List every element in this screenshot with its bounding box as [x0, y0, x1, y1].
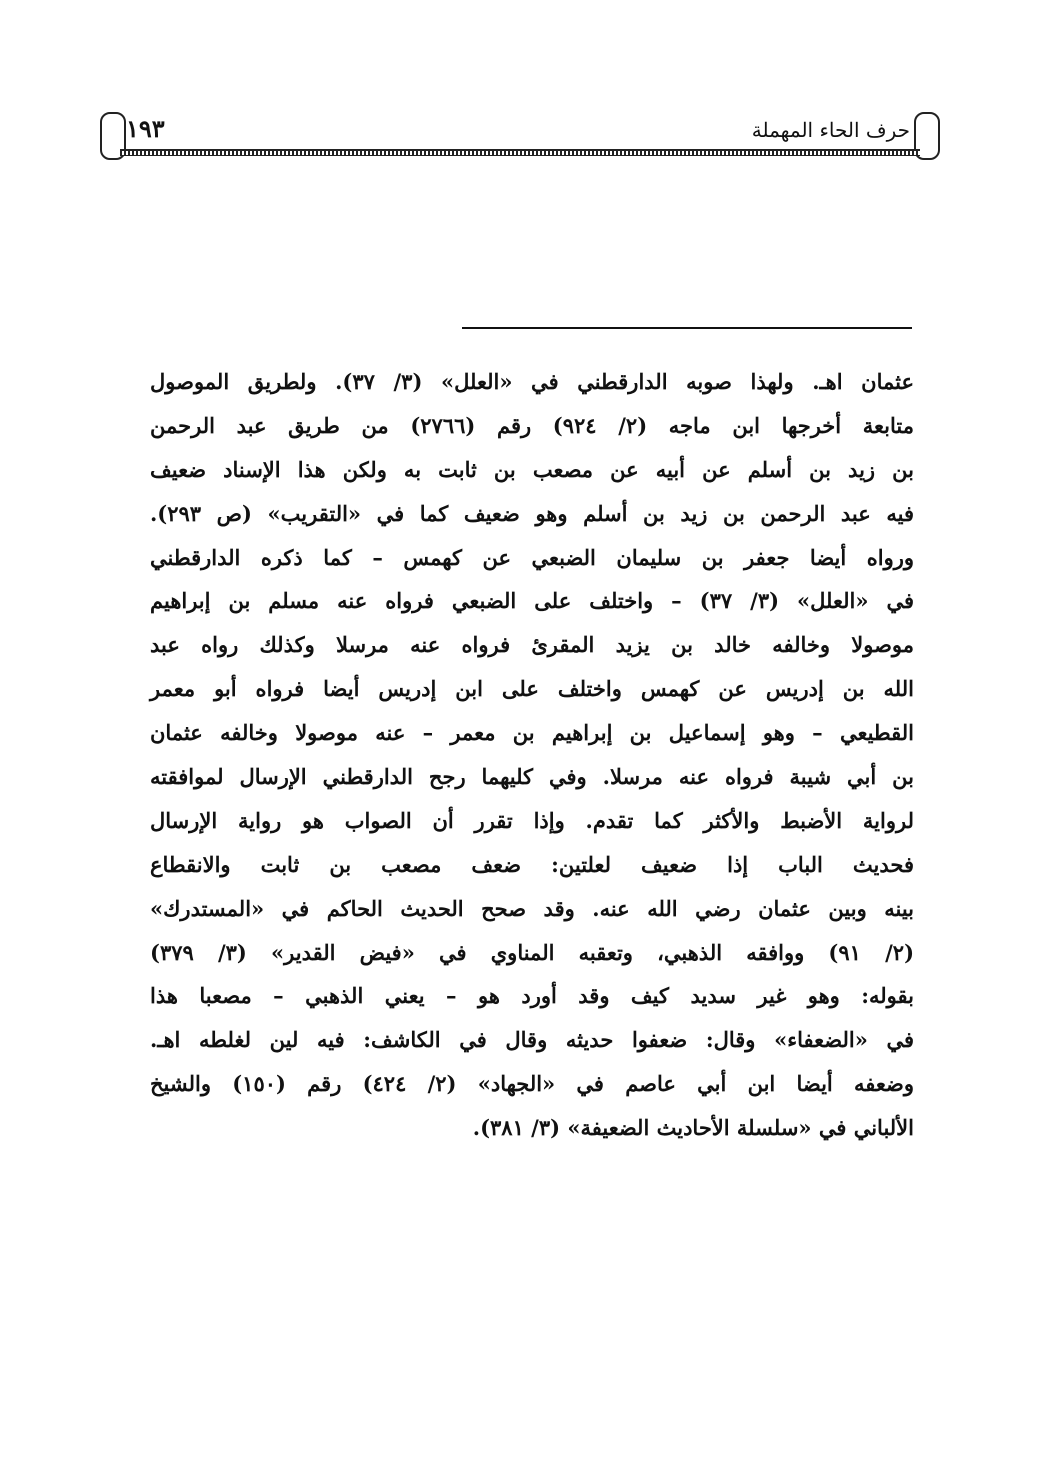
- text-line: فحديث الباب إذا ضعيف لعلتين: ضعف مصعب بن ثابت والانقطاع: [150, 851, 914, 877]
- text-line: عثمان اهـ. ولهذا صوبه الدارقطني في «العلل» (٣/ ٣٧). ولطريق الموصول: [150, 369, 914, 394]
- text-line: لرواية الأضبط والأكثر كما تقدم. وإذا تقرر أن الصواب هو رواية الإرسال: [150, 807, 914, 833]
- text-line: القطيعي – وهو إسماعيل بن إبراهيم بن معمر – عنه موصولا وخالفه عثمان: [150, 720, 914, 746]
- page-number: ١٩٣: [126, 114, 165, 143]
- text-line: الألباني في «سلسلة الأحاديث الضعيفة» (٣/ ٣٨١).: [472, 1115, 914, 1141]
- header-rule: [120, 149, 920, 156]
- chapter-title: حرف الحاء المهملة: [751, 118, 910, 142]
- text-line: متابعة أخرجها ابن ماجه (٢/ ٩٢٤) رقم (٢٧٦٦) من طريق عبد الرحمن: [150, 412, 914, 438]
- text-line: بقوله: وهو غير سديد كيف وقد أورد هو – يعني الذهبي – مصعبا هذا: [150, 983, 914, 1009]
- text-line: بينه وبين عثمان رضي الله عنه. وقد صحح الحديث الحاكم في «المستدرك»: [150, 895, 914, 921]
- text-line: الله بن إدريس عن كهمس واختلف على ابن إدريس أيضا فرواه أبو معمر: [150, 676, 914, 702]
- text-line: ورواه أيضا جعفر بن سليمان الضبعي عن كهمس – كما ذكره الدارقطني: [150, 544, 914, 570]
- page-header: [100, 112, 940, 158]
- text-line: بن زيد بن أسلم عن أبيه عن مصعب بن ثابت به ولكن هذا الإسناد ضعيف: [150, 456, 914, 482]
- footnote-text: [150, 360, 914, 1150]
- text-line: في «الضعفاء» وقال: ضعفوا حديثه وقال في الكاشف: فيه لين لغلطه اهـ.: [150, 1027, 914, 1053]
- text-line: في «العلل» (٣/ ٣٧) – واختلف على الضبعي فرواه عنه مسلم بن إبراهيم: [150, 588, 914, 614]
- text-line: فيه عبد الرحمن بن زيد بن أسلم وهو ضعيف كما في «التقريب» (ص ٢٩٣).: [150, 500, 914, 526]
- text-line: وضعفه أيضا ابن أبي عاصم في «الجهاد» (٢/ ٤٢٤) رقم (١٥٠) والشيخ: [150, 1071, 914, 1097]
- footnote-divider: [462, 327, 912, 329]
- text-line: موصولا وخالفه خالد بن يزيد المقرئ فرواه عنه مرسلا وكذلك رواه عبد: [150, 632, 914, 658]
- text-line: بن أبي شيبة فرواه عنه مرسلا. وفي كليهما رجح الدارقطني الإرسال لموافقته: [150, 764, 914, 790]
- text-line: (٢/ ٩١) ووافقه الذهبي، وتعقبه المناوي في «فيض القدير» (٣/ ٣٧٩): [150, 939, 914, 965]
